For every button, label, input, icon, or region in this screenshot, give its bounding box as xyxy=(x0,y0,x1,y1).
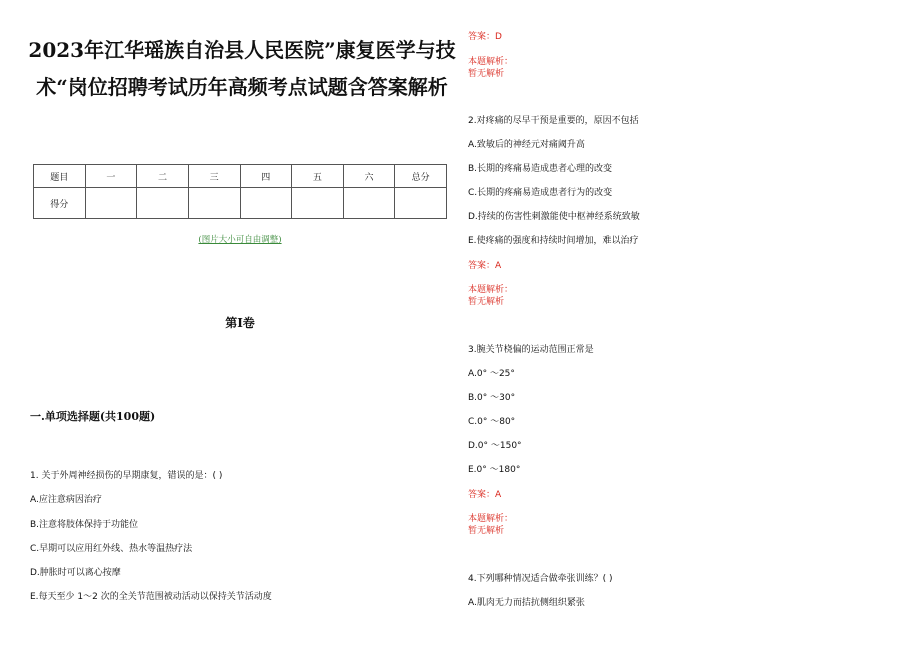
option-item: E.每天至少 1～2 次的全关节范围被动活动以保持关节活动度 xyxy=(30,592,272,602)
option-item: A.0° ～25° xyxy=(468,369,515,379)
option-item: B.0° ～30° xyxy=(468,393,516,403)
option-item: E.使疼痛的强度和持续时间增加，难以治疗 xyxy=(468,236,639,246)
table-caption: (图片大小可自由调整) xyxy=(198,235,282,245)
score-table xyxy=(33,164,447,219)
score-table-header-cell: 题目 xyxy=(34,165,86,188)
analysis-label: 本题解析： xyxy=(468,514,514,524)
score-table-header-cell: 五 xyxy=(292,165,344,188)
score-cell xyxy=(188,188,240,219)
score-table-header-cell: 一 xyxy=(85,165,137,188)
analysis-text: 暂无解析 xyxy=(468,526,505,536)
option-item: D.肿胀时可以离心按摩 xyxy=(30,568,121,578)
score-table-header-cell: 二 xyxy=(137,165,189,188)
score-cell xyxy=(292,188,344,219)
score-table-header-cell: 四 xyxy=(240,165,292,188)
option-item: D.持续的伤害性刺激能使中枢神经系统致敏 xyxy=(468,212,640,222)
question-stem: 1. 关于外周神经损伤的早期康复，错误的是：( ) xyxy=(30,471,223,481)
question-stem: 2.对疼痛的尽早干预是重要的，原因不包括 xyxy=(468,116,639,126)
option-item: C.早期可以应用红外线、热水等温热疗法 xyxy=(30,544,193,554)
score-cell xyxy=(240,188,292,219)
score-cell xyxy=(343,188,395,219)
question-stem: 4.下列哪种情况适合做牵张训练？( ) xyxy=(468,574,613,584)
score-table-header-cell: 总分 xyxy=(395,165,447,188)
document-title: 2023年江华瑶族自治县人民医院”康复医学与技术“岗位招聘考试历年高频考点试题含答案解析 xyxy=(28,38,456,99)
score-cell xyxy=(395,188,447,219)
volume-heading: 第I卷 xyxy=(225,316,255,330)
option-item: B.长期的疼痛易造成患者心理的改变 xyxy=(468,164,613,174)
option-item: A.应注意病因治疗 xyxy=(30,495,102,505)
score-table-header-cell: 三 xyxy=(188,165,240,188)
answer-text: 答案：D xyxy=(468,32,502,42)
analysis-label: 本题解析： xyxy=(468,57,514,67)
score-cell xyxy=(85,188,137,219)
analysis-text: 暂无解析 xyxy=(468,69,505,79)
score-table-score-row xyxy=(34,188,447,219)
section-heading: 一.单项选择题(共100题) xyxy=(30,410,156,423)
score-row-label: 得分 xyxy=(34,188,86,219)
answer-text: 答案：A xyxy=(468,261,502,271)
question-stem: 3.腕关节桡偏的运动范围正常是 xyxy=(468,345,594,355)
analysis-label: 本题解析： xyxy=(468,285,514,295)
answer-text: 答案：A xyxy=(468,490,502,500)
score-table-header-cell: 六 xyxy=(343,165,395,188)
option-item: C.0° ～80° xyxy=(468,417,516,427)
option-item: E.0° ～180° xyxy=(468,465,521,475)
option-item: D.0° ～150° xyxy=(468,441,522,451)
analysis-text: 暂无解析 xyxy=(468,297,505,307)
option-item: A.肌肉无力而拮抗侧组织紧张 xyxy=(468,598,585,608)
option-item: B.注意将肢体保持于功能位 xyxy=(30,520,139,530)
option-item: A.致敏后的神经元对痛阈升高 xyxy=(468,140,585,150)
option-item: C.长期的疼痛易造成患者行为的改变 xyxy=(468,188,613,198)
score-table-header-row xyxy=(34,165,447,188)
score-cell xyxy=(137,188,189,219)
